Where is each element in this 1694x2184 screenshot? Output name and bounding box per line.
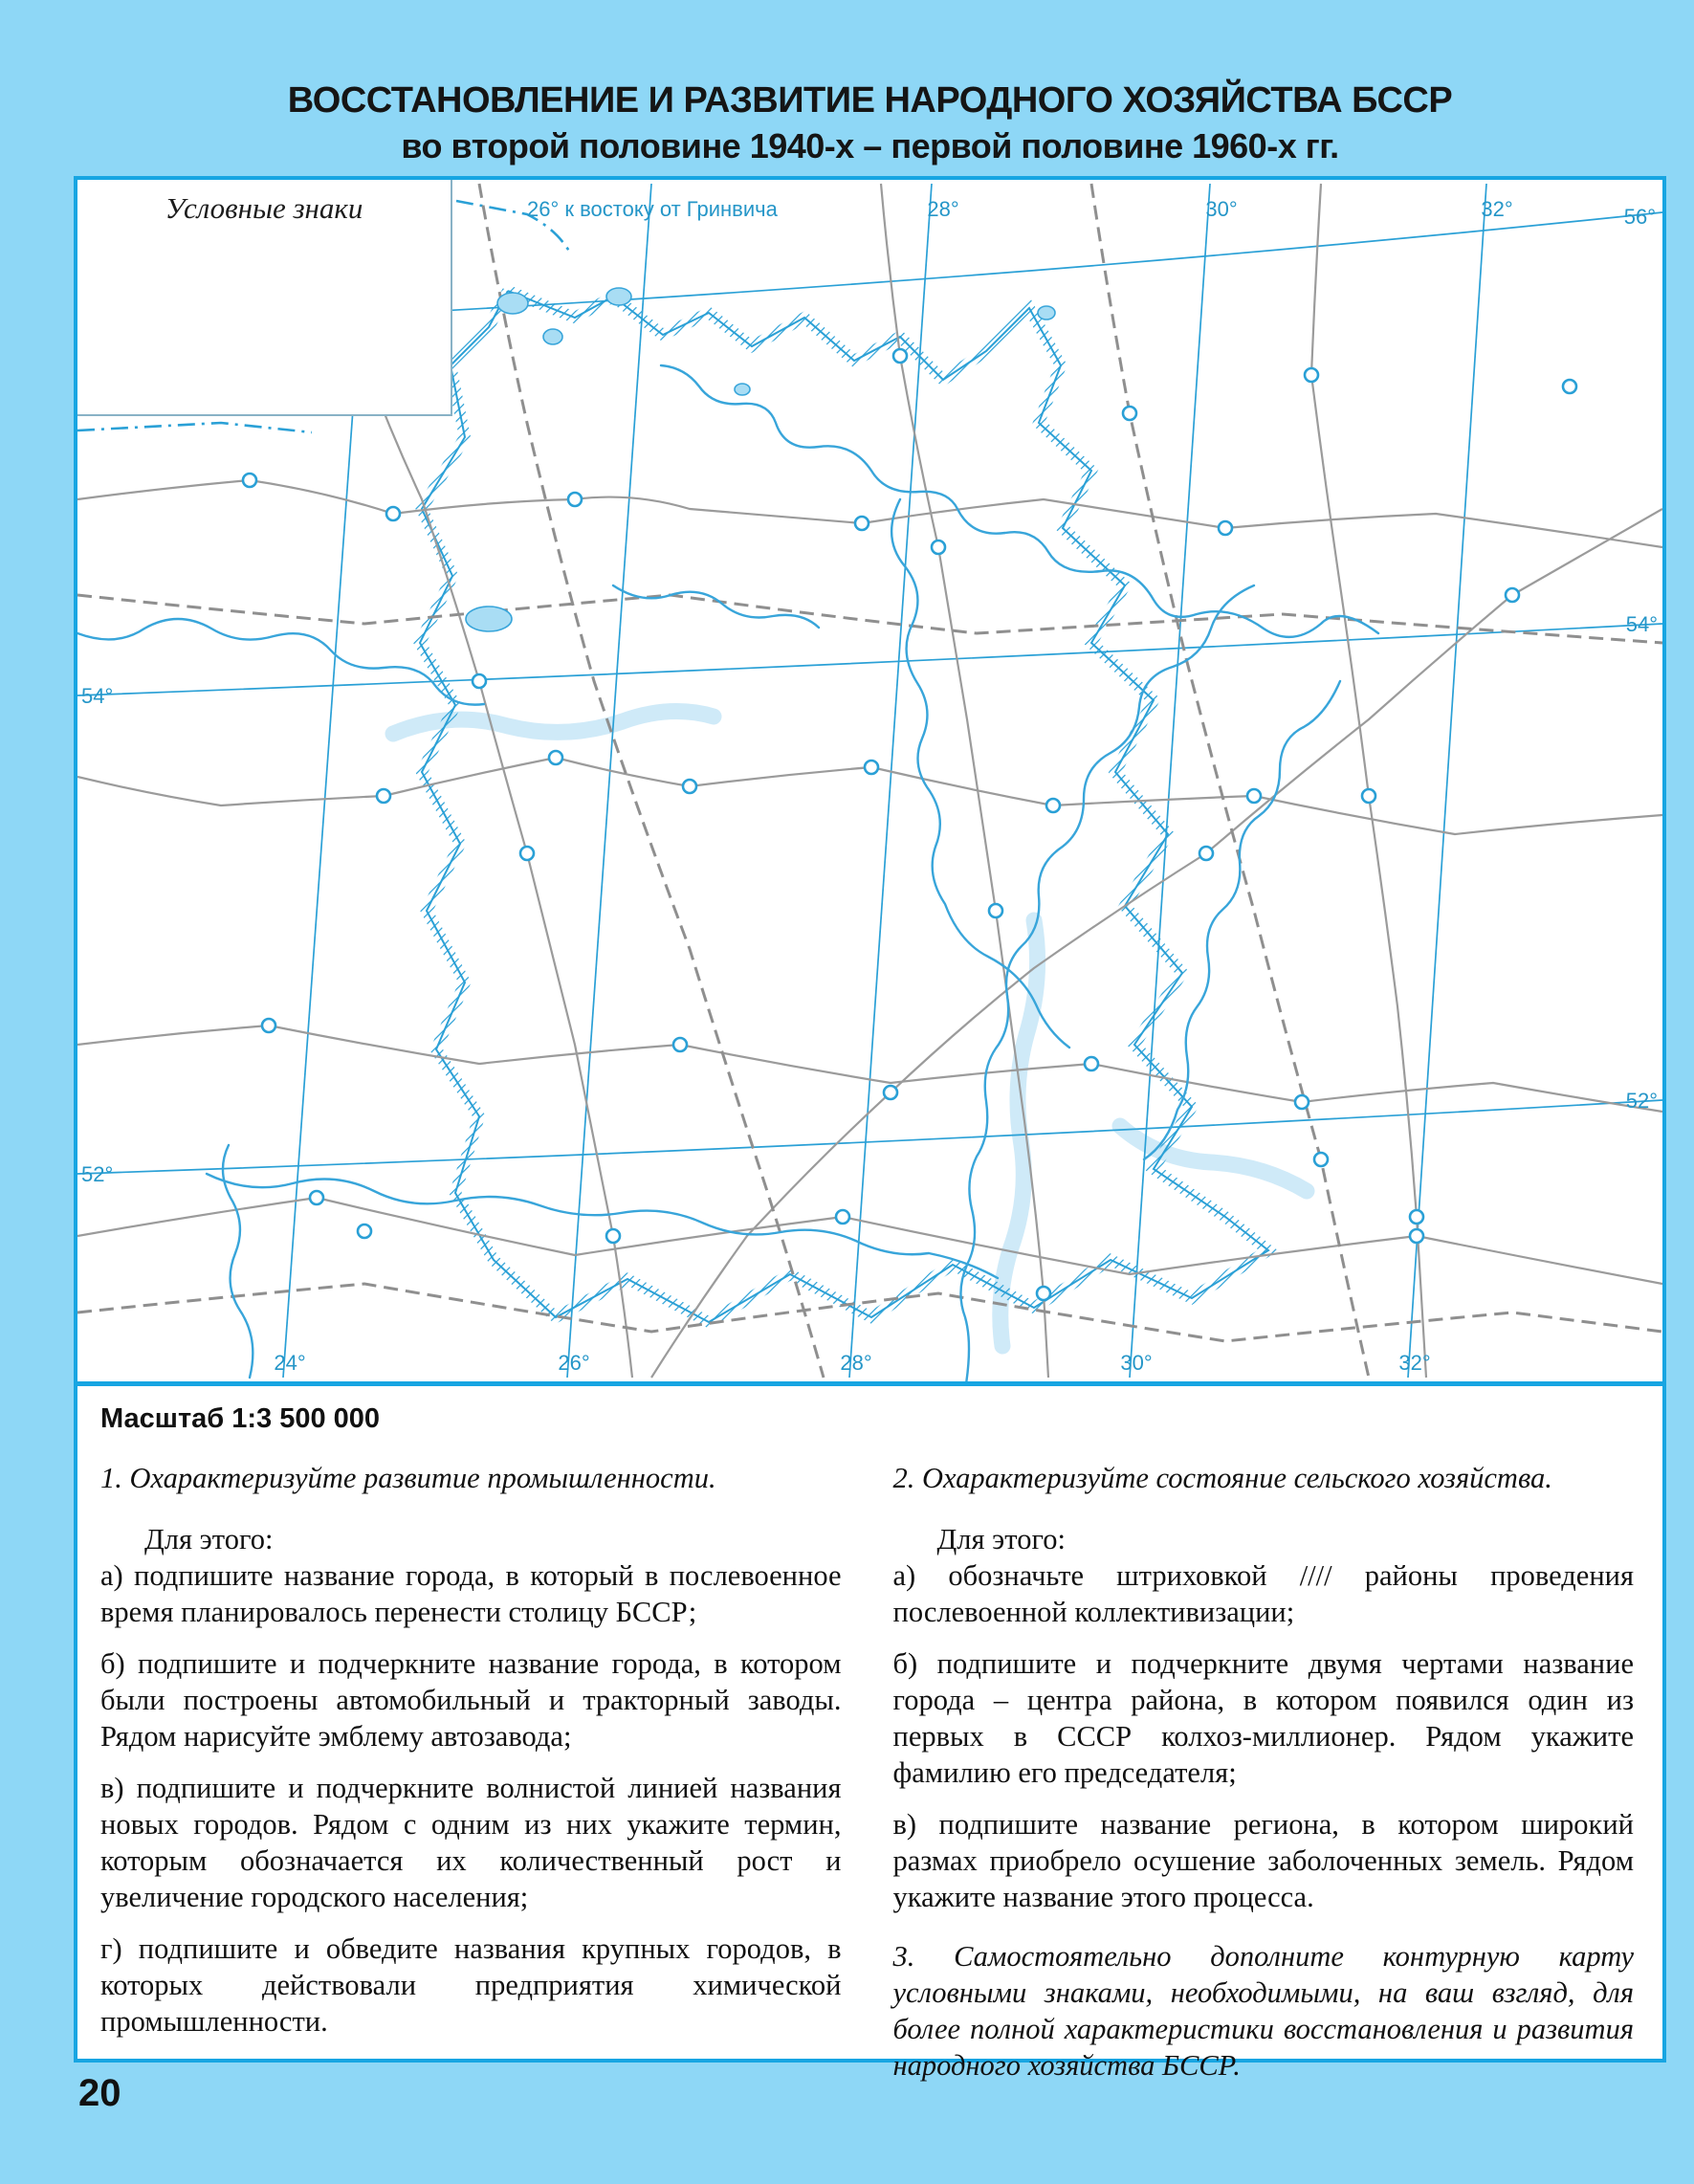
meridian-label-28-top: 28° <box>927 197 959 221</box>
contour-map <box>77 180 1662 1386</box>
task1-item-a: а) подпишите название города, в который в послевоенное время планировалось перенести столицу БССР; <box>100 1559 842 1628</box>
meridian-label-24-bottom: 24° <box>274 1351 306 1375</box>
meridian-label-30-top: 30° <box>1205 197 1238 221</box>
wide-river-bands <box>393 712 1307 1346</box>
parallel-label-54-right: 54° <box>1625 612 1658 636</box>
task2-item-a: а) обозначьте штриховкой //// районы проведения послевоенной коллективизации; <box>892 1559 1634 1628</box>
task-column-right <box>893 1460 1635 2113</box>
task1-item-g: г) подпишите и обведите названия крупных городов, в которых действовали предприятия химической промышленности. <box>100 1932 842 2038</box>
meridian-label-26-bottom: 26° <box>558 1351 590 1375</box>
task1-item-b: б) подпишите и подчеркните название города, в котором были построены автомобильный и тракторный заводы. Рядом нарисуйте эмблему автозавода; <box>100 1647 842 1753</box>
content-box <box>74 176 1666 2082</box>
parallel-label-52-left: 52° <box>81 1162 114 1186</box>
meridian-label-32-top: 32° <box>1481 197 1513 221</box>
meridian-label-28-bottom: 28° <box>840 1351 872 1375</box>
task2-heading: 2. Охарактеризуйте состояние сельского хозяйства. <box>892 1462 1552 1494</box>
task-columns <box>100 1460 1634 2113</box>
parallel-label-54-left: 54° <box>81 684 114 708</box>
task1-intro: Для этого: <box>144 1523 274 1555</box>
task1-item-v: в) подпишите и подчеркните волнистой линией названия новых городов. Рядом с одним из них укажите термин, которым обозначается их количественный рост и увеличение городского населения; <box>100 1772 842 1913</box>
page-title: ВОССТАНОВЛЕНИЕ И РАЗВИТИЕ НАРОДНОГО ХОЗЯЙСТВА БССР <box>287 80 1453 121</box>
tasks-area <box>77 1386 1662 2113</box>
meridian-label-26-top: 26° к востоку от Гринвича <box>527 197 778 221</box>
task2-item-v: в) подпишите название региона, в котором широкий размах приобрело осушение заболоченных земель. Рядом укажите название этого процесса. <box>892 1808 1634 1913</box>
page-number: 20 <box>78 2072 121 2114</box>
task2-intro: Для этого: <box>936 1523 1066 1555</box>
page-subtitle: во второй половине 1940-х – первой половине 1960-х гг. <box>401 125 1339 165</box>
page-header <box>74 80 1666 166</box>
parallel-label-52-right: 52° <box>1625 1089 1658 1113</box>
legend-box <box>77 180 452 416</box>
task-column-left <box>100 1460 842 2113</box>
parallel-label-56-right: 56° <box>1623 205 1656 229</box>
task1-heading: 1. Охарактеризуйте развитие промышленности. <box>100 1462 716 1494</box>
state-border <box>420 291 1268 1322</box>
meridian-label-30-bottom: 30° <box>1120 1351 1153 1375</box>
task3-text: 3. Самостоятельно дополните контурную карту условными знаками, необходимыми, на ваш взгляд, для более полной характеристики восстановления и развития народного хозяйства БССР. <box>892 1940 1634 2082</box>
task2-item-b: б) подпишите и подчеркните двумя чертами название города – центра района, в котором появился один из первых в СССР колхоз-миллионер. Рядом укажите фамилию его председателя; <box>892 1647 1634 1789</box>
map-scale-label: Масштаб 1:3 500 000 <box>100 1403 381 1434</box>
legend-title: Условные знаки <box>165 191 363 225</box>
rivers <box>77 365 1378 1381</box>
meridian-label-32-bottom: 32° <box>1398 1351 1431 1375</box>
